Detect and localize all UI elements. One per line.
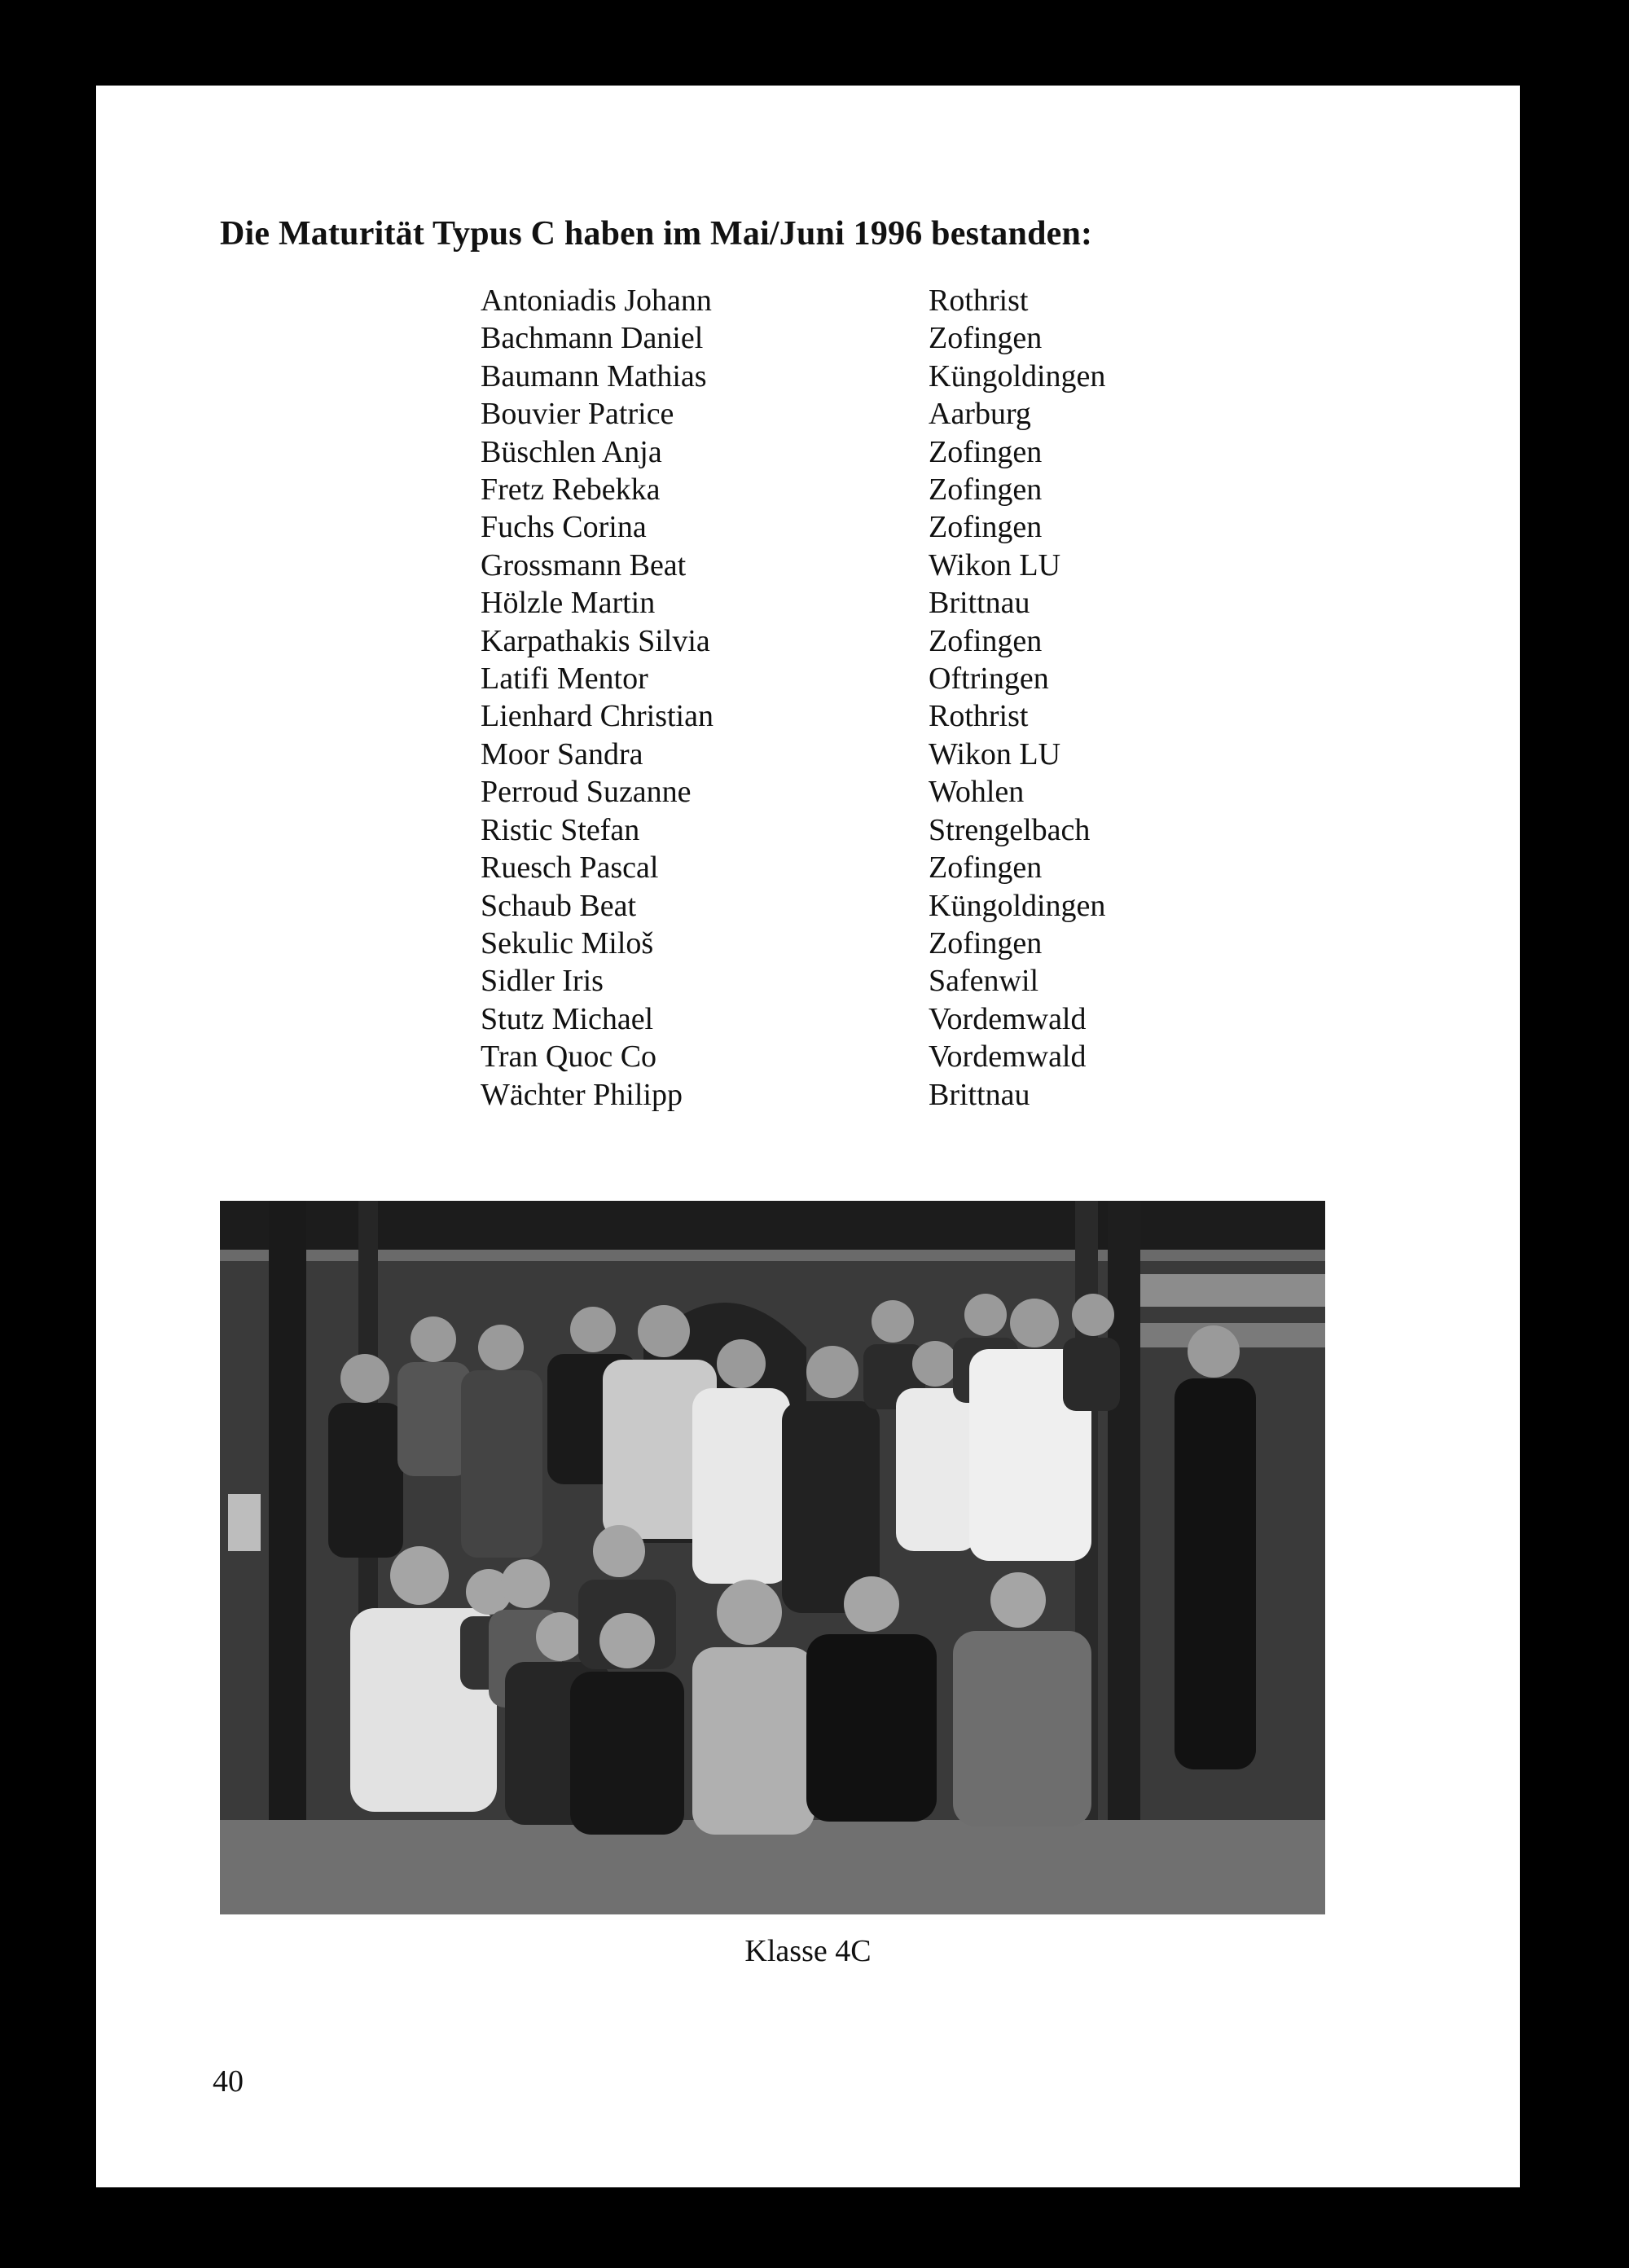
graduate-town: Vordemwald xyxy=(929,1001,1087,1036)
graduate-town: Zofingen xyxy=(929,850,1043,886)
graduate-town-list xyxy=(929,282,1105,1114)
class-group-photo xyxy=(220,1201,1325,1914)
graduate-name-list xyxy=(481,282,714,1114)
graduate-name: Ristic Stefan xyxy=(481,812,640,847)
graduate-name: Fretz Rebekka xyxy=(481,472,661,508)
graduate-town: Wikon LU xyxy=(929,547,1061,582)
graduate-town: Aarburg xyxy=(929,397,1031,432)
graduate-town: Safenwil xyxy=(929,964,1039,999)
photo-caption: Klasse 4C xyxy=(744,1934,872,1968)
graduate-name: Wächter Philipp xyxy=(481,1077,683,1112)
graduate-name: Sidler Iris xyxy=(481,964,604,999)
graduate-name: Fuchs Corina xyxy=(481,510,647,545)
graduate-name: Schaub Beat xyxy=(481,888,637,923)
graduate-town: Vordemwald xyxy=(929,1040,1087,1075)
graduate-town: Zofingen xyxy=(929,925,1043,960)
graduate-town: Strengelbach xyxy=(929,812,1091,847)
graduate-town: Zofingen xyxy=(929,321,1043,356)
document-page xyxy=(96,86,1520,2187)
graduate-town: Rothrist xyxy=(929,699,1029,734)
graduate-town: Brittnau xyxy=(929,586,1030,621)
graduate-town: Zofingen xyxy=(929,510,1043,545)
graduate-town: Oftringen xyxy=(929,662,1049,697)
graduate-name: Karpathakis Silvia xyxy=(481,623,710,658)
graduate-name: Lienhard Christian xyxy=(481,699,714,734)
graduate-name: Hölzle Martin xyxy=(481,586,656,621)
graduate-name: Stutz Michael xyxy=(481,1001,654,1036)
graduate-name: Büschlen Anja xyxy=(481,434,662,469)
graduate-name: Moor Sandra xyxy=(481,736,643,771)
page-heading: Die Maturität Typus C haben im Mai/Juni 1996 bestanden: xyxy=(220,215,1093,253)
graduate-name: Latifi Mentor xyxy=(481,662,648,697)
graduate-town: Brittnau xyxy=(929,1077,1030,1112)
graduate-name: Bachmann Daniel xyxy=(481,321,704,356)
graduate-name: Grossmann Beat xyxy=(481,547,687,582)
graduate-name: Sekulic Miloš xyxy=(481,925,654,960)
graduate-name: Perroud Suzanne xyxy=(481,775,692,810)
graduate-name: Bouvier Patrice xyxy=(481,397,674,432)
graduate-name: Baumann Mathias xyxy=(481,358,707,393)
graduate-town: Zofingen xyxy=(929,434,1043,469)
graduate-name: Ruesch Pascal xyxy=(481,850,659,886)
page-number: 40 xyxy=(213,2064,244,2099)
graduate-name: Tran Quoc Co xyxy=(481,1040,657,1075)
graduate-town: Rothrist xyxy=(929,284,1029,318)
graduate-town: Küngoldingen xyxy=(929,888,1106,923)
group-photo-illustration xyxy=(220,1201,1325,1914)
graduate-town: Zofingen xyxy=(929,472,1043,508)
graduate-town: Zofingen xyxy=(929,623,1043,658)
graduate-name: Antoniadis Johann xyxy=(481,284,712,318)
graduate-town: Wohlen xyxy=(929,775,1025,810)
graduate-town: Küngoldingen xyxy=(929,358,1106,393)
graduate-town: Wikon LU xyxy=(929,736,1061,771)
